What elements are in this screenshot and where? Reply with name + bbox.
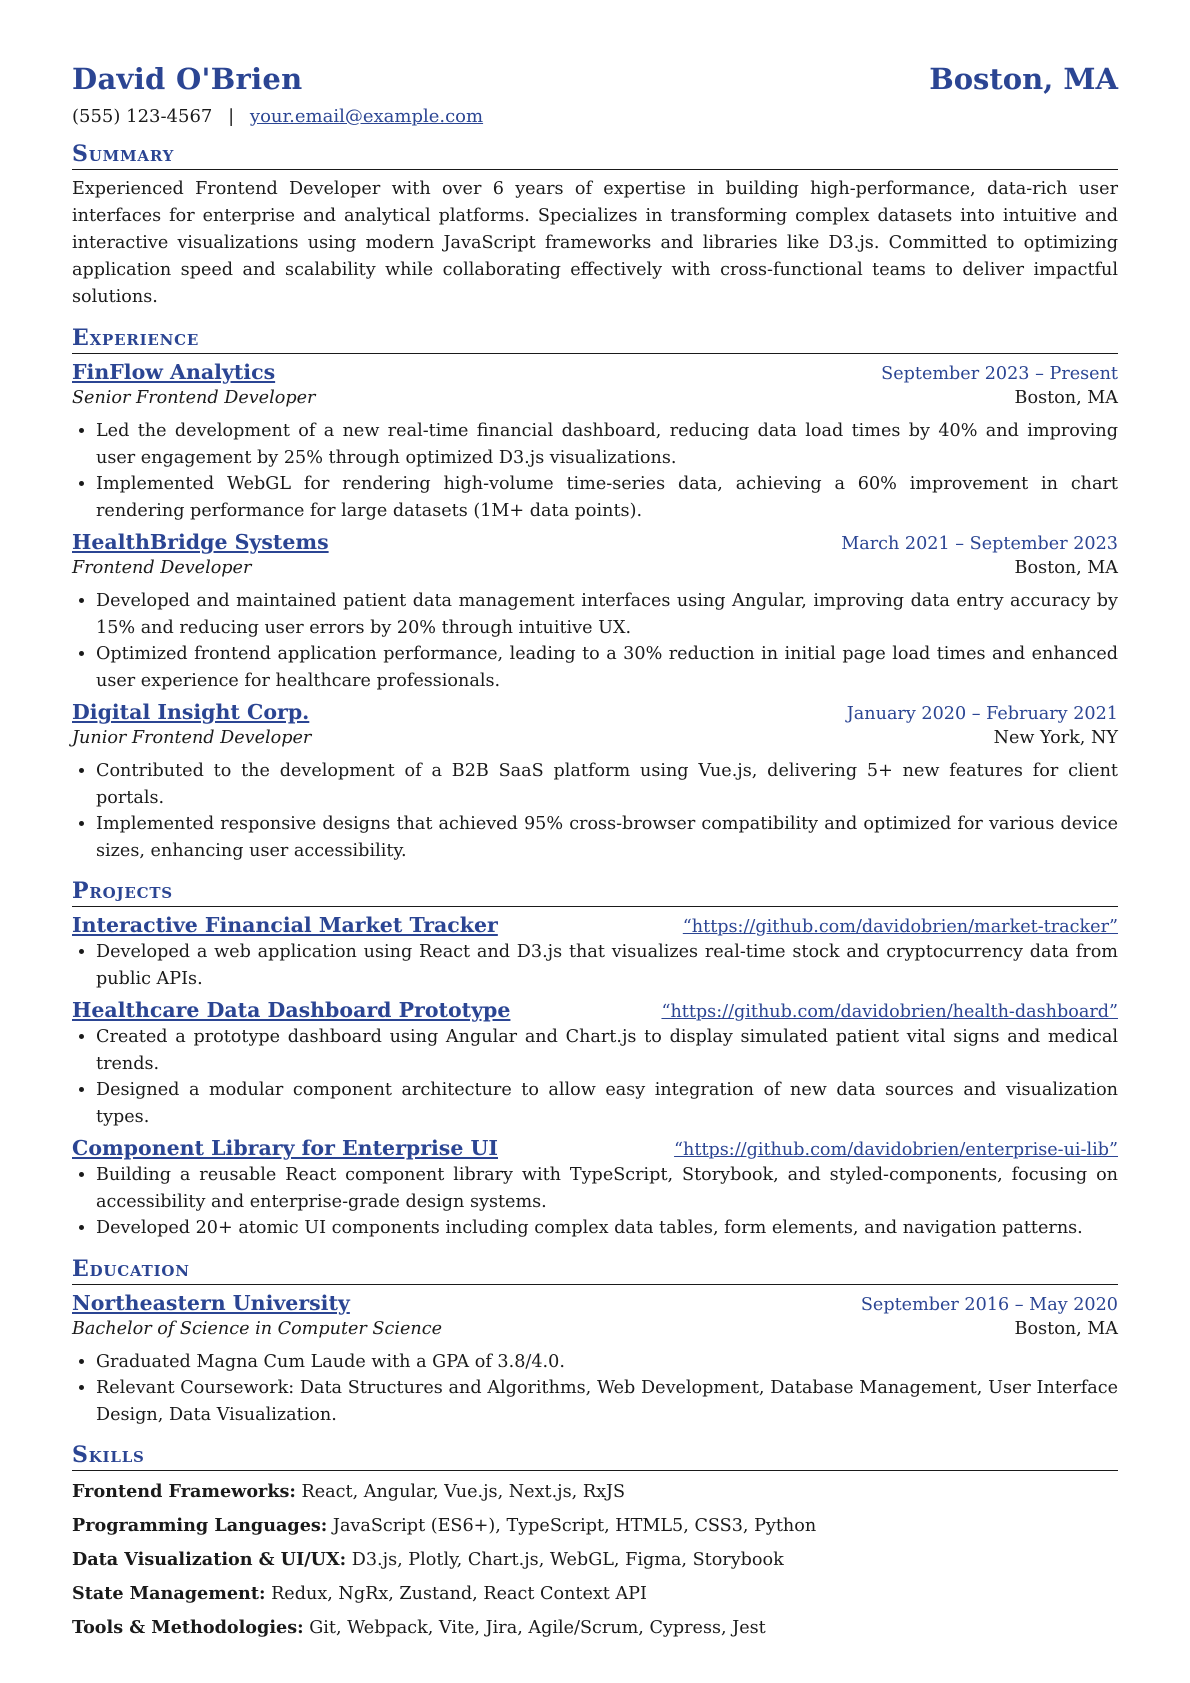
project-bullets <box>72 939 1118 992</box>
bullet-item: • Developed a web application using React and D3.js that visualizes real-time stock and cryptocurrency data from public APIs. <box>96 939 1118 992</box>
skill-label: Programming Languages: <box>72 1515 328 1536</box>
bullet-item: • Led the development of a new real-time financial dashboard, reducing data load times by 40% and improving user engagement by 25% through optimized D3.js visualizations. <box>96 418 1118 471</box>
skill-line <box>72 1617 1118 1638</box>
education-dates: September 2016 – May 2020 <box>860 1294 1118 1315</box>
skill-label: Frontend Frameworks: <box>72 1481 296 1502</box>
job-dates: September 2023 – Present <box>881 364 1118 384</box>
skill-label: Data Visualization & UI/UX: <box>72 1549 347 1570</box>
section-title-education: Education <box>72 1256 1118 1285</box>
project-entry <box>72 1136 1118 1242</box>
education-section <box>72 1256 1118 1429</box>
experience-entry <box>72 360 1118 524</box>
job-location: Boston, MA <box>1014 558 1118 578</box>
phone-number: (555) 123-4567 <box>72 106 213 127</box>
bullet-item: • Developed 20+ atomic UI components including complex data tables, form elements, and navigation patterns. <box>96 1215 1118 1242</box>
bullet-item: • Developed and maintained patient data management interfaces using Angular, improving data entry accuracy by 15% and reducing user errors by 20% through intuitive UX. <box>96 588 1118 641</box>
summary-section <box>72 141 1118 311</box>
company-name[interactable]: FinFlow Analytics <box>72 360 276 384</box>
project-link[interactable]: “https://github.com/davidobrien/enterprise-ui-lib” <box>674 1140 1118 1160</box>
project-link[interactable]: “https://github.com/davidobrien/health-dashboard” <box>661 1002 1118 1022</box>
skill-label: Tools & Methodologies: <box>72 1617 304 1638</box>
company-name[interactable]: HealthBridge Systems <box>72 530 329 554</box>
education-entry <box>72 1291 1118 1429</box>
degree: Bachelor of Science in Computer Science <box>72 1318 442 1339</box>
project-name[interactable]: Component Library for Enterprise UI <box>72 1136 498 1160</box>
skill-line <box>72 1583 1118 1604</box>
skill-value: React, Angular, Vue.js, Next.js, RxJS <box>301 1482 626 1502</box>
skill-line <box>72 1481 1118 1502</box>
skill-value: Redux, NgRx, Zustand, React Context API <box>271 1584 647 1604</box>
contact-separator: | <box>228 106 235 127</box>
experience-section <box>72 325 1118 864</box>
job-location: New York, NY <box>993 728 1118 748</box>
skill-label: State Management: <box>72 1583 266 1604</box>
job-title: Junior Frontend Developer <box>72 728 312 748</box>
skills-section <box>72 1442 1118 1638</box>
bullet-item: • Optimized frontend application performance, leading to a 30% reduction in initial page load times and enhanced user experience for healthcare professionals. <box>96 641 1118 694</box>
project-bullets <box>72 1162 1118 1242</box>
contact-line <box>72 106 1118 127</box>
skill-line <box>72 1549 1118 1570</box>
bullet-item: • Implemented responsive designs that achieved 95% cross-browser compatibility and optimized for various device sizes, enhancing user accessibility. <box>96 811 1118 864</box>
job-title: Frontend Developer <box>72 558 252 578</box>
bullet-item: • Created a prototype dashboard using Angular and Chart.js to display simulated patient vital signs and medical trends. <box>96 1024 1118 1077</box>
candidate-location: Boston, MA <box>929 62 1118 96</box>
section-title-experience: Experience <box>72 325 1118 354</box>
section-title-projects: Projects <box>72 878 1118 907</box>
summary-text: Experienced Frontend Developer with over 6 years of expertise in building high-performance, data-rich user interfaces for enterprise and analytical platforms. Specializes in transforming complex datasets into intuitive and interactive visualizations using modern JavaScript frameworks and libraries like D3.js. Committed to optimizing application speed and scalability while collaborating effectively with cross-functional teams to deliver impactful solutions. <box>72 179 1118 307</box>
section-title-summary: Summary <box>72 141 1118 170</box>
bullet-item: • Designed a modular component architecture to allow easy integration of new data sources and visualization types. <box>96 1077 1118 1130</box>
project-entry <box>72 998 1118 1130</box>
job-bullets <box>72 758 1118 864</box>
job-title: Senior Frontend Developer <box>72 388 316 408</box>
project-entry <box>72 913 1118 992</box>
job-dates: March 2021 – September 2023 <box>841 534 1118 554</box>
experience-entry <box>72 530 1118 694</box>
school-location: Boston, MA <box>1014 1318 1118 1339</box>
projects-section <box>72 878 1118 1242</box>
school-name[interactable]: Northeastern University <box>72 1290 350 1315</box>
job-bullets <box>72 418 1118 524</box>
job-bullets <box>72 588 1118 694</box>
project-name[interactable]: Interactive Financial Market Tracker <box>72 913 498 937</box>
company-name[interactable]: Digital Insight Corp. <box>72 700 310 724</box>
email-link[interactable]: your.email@example.com <box>249 106 484 127</box>
bullet-item: • Graduated Magna Cum Laude with a GPA of 3.8/4.0. <box>96 1349 1118 1376</box>
education-bullets <box>72 1349 1118 1429</box>
experience-entry <box>72 700 1118 864</box>
skill-value: JavaScript (ES6+), TypeScript, HTML5, CSS3, Python <box>332 1516 817 1536</box>
project-bullets <box>72 1024 1118 1130</box>
skill-value: D3.js, Plotly, Chart.js, WebGL, Figma, Storybook <box>351 1550 784 1570</box>
candidate-name: David O'Brien <box>72 62 303 96</box>
section-title-skills: Skills <box>72 1442 1118 1471</box>
skill-value: Git, Webpack, Vite, Jira, Agile/Scrum, Cypress, Jest <box>309 1618 766 1638</box>
project-name[interactable]: Healthcare Data Dashboard Prototype <box>72 998 511 1022</box>
bullet-item: • Relevant Coursework: Data Structures and Algorithms, Web Development, Database Management, User Interface Design, Data Visualization. <box>96 1375 1118 1428</box>
project-link[interactable]: “https://github.com/davidobrien/market-tracker” <box>682 917 1118 937</box>
resume-header <box>72 62 1118 96</box>
bullet-item: • Contributed to the development of a B2B SaaS platform using Vue.js, delivering 5+ new features for client portals. <box>96 758 1118 811</box>
bullet-item: • Building a reusable React component library with TypeScript, Storybook, and styled-components, focusing on accessibility and enterprise-grade design systems. <box>96 1162 1118 1215</box>
bullet-item: • Implemented WebGL for rendering high-volume time-series data, achieving a 60% improvement in chart rendering performance for large datasets (1M+ data points). <box>96 471 1118 524</box>
job-location: Boston, MA <box>1014 388 1118 408</box>
job-dates: January 2020 – February 2021 <box>846 704 1118 724</box>
skill-line <box>72 1515 1118 1536</box>
